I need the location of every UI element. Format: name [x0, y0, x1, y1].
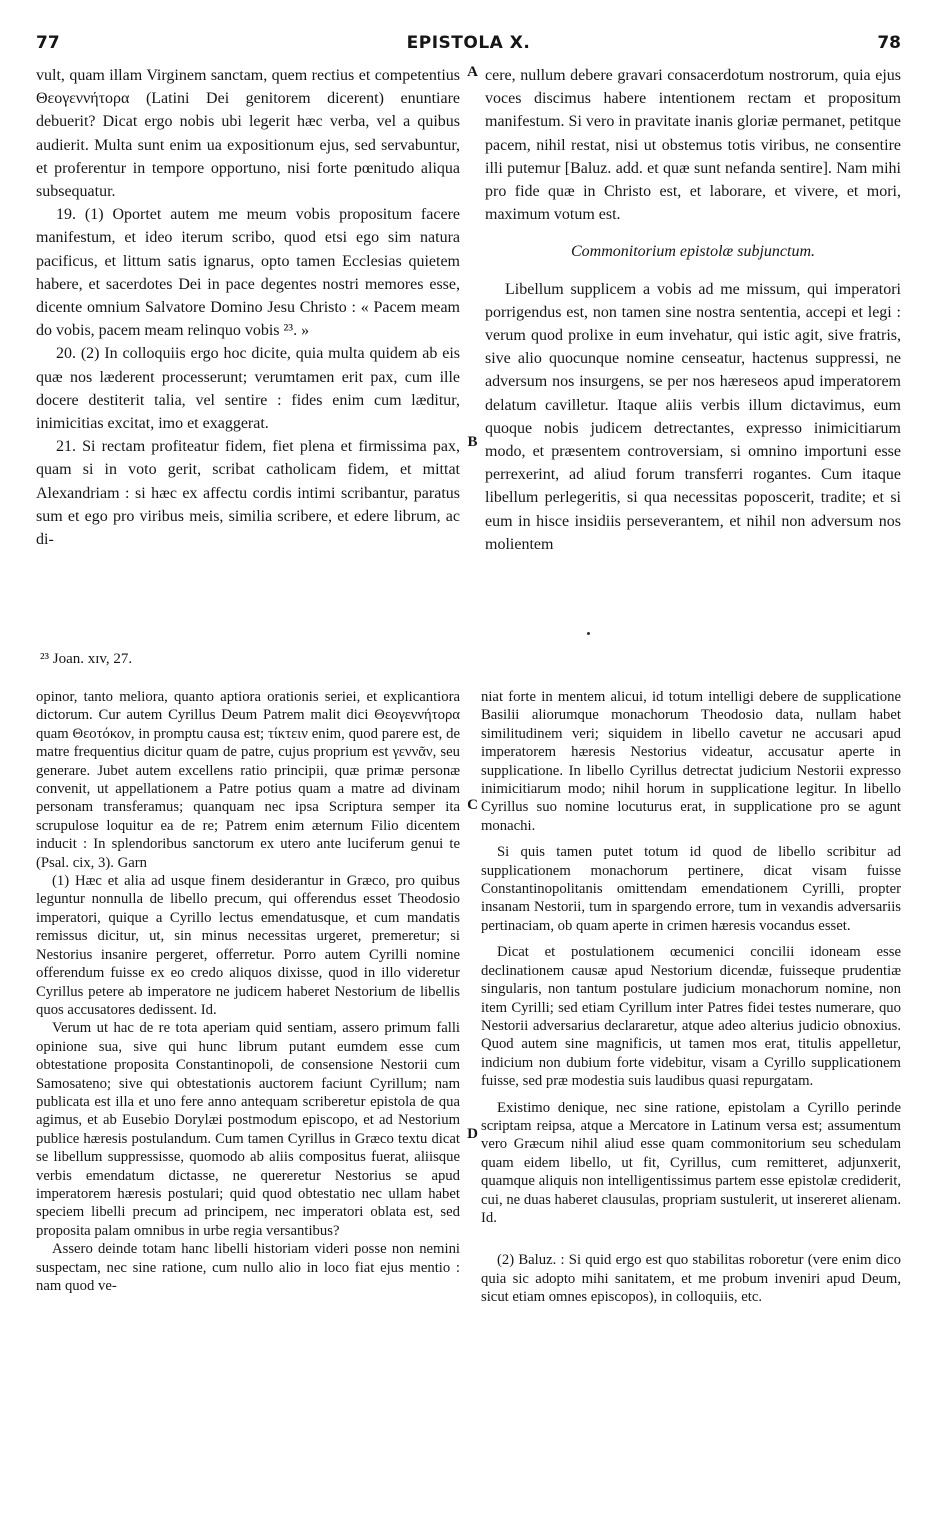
- footnote-divider: [36, 678, 901, 679]
- margin-marker-c: C: [467, 797, 478, 813]
- footnotes-right-column: [481, 688, 901, 1307]
- section-title-commonitorium: Commonitorium epistolæ subjunctum.: [570, 243, 815, 261]
- paragraph-continuation: vult, quam illam Virginem sanctam, quem rectius et competentius Θεογεννήτορα (Latini Dei genitorem dicerent) enuntiare debuerit? Dicat ergo nobis ubi legerit hæc verba, vel a quibus audierit. Multa sunt enim ua expositionum ejus, sed servabuntur, et proferentur in tempore opportuno, nisi forte pœnitudo aliqua subsequatur.: [36, 67, 460, 201]
- main-text-left-column: [36, 64, 460, 551]
- main-text-right-column: [485, 64, 901, 556]
- footnote-paragraph: Assero deinde totam hanc libelli historiam videri posse non nemini suspectam, nec sine ratione, cum nullo alio in loco fiat ejus mentio : nam quod ve-: [36, 1241, 460, 1294]
- page-header: [36, 33, 901, 59]
- footnote-2: (2) Baluz. : Si quid ergo est quo stabilitas roboretur (vere enim dico quia sic adopto mihi sanitatem, et me probum inveniri apud Deum, sicut etiam omnes episcopos), in colloquiis, etc.: [481, 1252, 901, 1306]
- running-title: EPISTOLA X.: [406, 33, 531, 53]
- decorative-dot: [587, 632, 590, 635]
- footnote-paragraph: opinor, tanto meliora, quanto aptiora orationis seriei, et explicantiora dictorum. Cur autem Cyrillus Deum Patrem malit dici Θεογεννήτορα quam Θεοτόκον, in promptu causa est; τίκτειν enim, quod parere est, de matre frequentius dicitur quam de patre, cujus proprium est γεννᾶν, seu generare. Jubet autem excellens ratio principii, quæ primæ personæ convenit, ut appellationem a Patre potius quam a matre ad divinam personam transferamus; quanquam nec ipsa Scriptura semper ita scrupulose loquitur ea de re; Patrem enim æternum Filio dicentem inducit : In splendoribus sanctorum ex utero ante luciferum genui te (Psal. cix, 3). Garn: [36, 689, 460, 871]
- footnotes-left-column: [36, 688, 460, 1295]
- margin-marker-a: A: [467, 64, 478, 80]
- paragraph-20: 20. (2) In colloquiis ergo hoc dicite, quia multa quidem ab eis quæ nos læderent processerunt; verumtamen erit pax, cum ille docere destiterit talia, vel sentire : fides enim cum læditur, inimicitias excitat, imo et exaggerat.: [36, 345, 460, 433]
- footnote-paragraph: Si quis tamen putet totum id quod de libello scribitur ad supplicationem monachorum pertinere, dicat visam fuisse Constantinopolitanis omittendam emendationem Cyrilli, propter insanam Nestorii, tum in spargendo errore, tum in vexandis adversariis pertinaciam, ob quam aperte in crimen hæresis vocandus esset.: [481, 844, 901, 934]
- margin-marker-d: D: [467, 1126, 478, 1142]
- paragraph-19: 19. (1) Oportet autem me meum vobis propositum facere manifestum, et ideo iterum scribo, quod etsi ego sim natura pacificus, et littum satis ignarus, opto tamen Ecclesias quietem habere, et sacerdotes Dei in pace degentes nostri memores esse, dicente omnium Salvatore Domino Jesu Christo : « Pacem meam do vobis, pacem meam relinquo vobis ²³. »: [36, 206, 460, 340]
- footnote-1: (1) Hæc et alia ad usque finem desiderantur in Græco, pro quibus leguntur nonnulla de libello precum, qui offerendus esset Theodosio imperatori, quique a Cyrillo lectus emendatusque, et cum mandatis remissus dicitur, ut, sin minus necessitas urgeret, premeretur; si Nestorius insanire pergeret, offerretur. Porro autem Cyrilli nomine offerendum fuisse ex eo credo aliquos dixisse, quod in illo videretur Cyrillus petere ab imperatore ne judicem haberet Nestorium de libellis quos accusatores dedissent. Id.: [36, 873, 460, 1018]
- paragraph-commonitorium: Libellum supplicem a vobis ad me missum, qui imperatori porrigendus est, non tamen sine nostra sententia, accepi et legi : verum quod prolixe in eum invehatur, qui istic agit, sive fratris, sive alio quocunque nomine censeatur, hactenus suppressi, ne adversum nos insurgens, se per nos hæreseos apud imperatorem delatum cavilletur. Itaque aliis verbis illum dictavimus, eum quoque nobis judicem detrectantes, expresso inimicitiarum modo, et præsentem controversiam, si omnino importuni esse perrexerint, ad aliud forum transferri rogantes. Cum itaque libellum perlegeritis, si qua necessitas poposcerit, tradite; et si eum in hisce insidiis perseverantem, et nihil non adversum nos molientem: [485, 280, 901, 553]
- page-number-left: 77: [36, 33, 60, 53]
- footnote-paragraph: niat forte in mentem alicui, id totum intelligi debere de supplicatione Basilii aliorumque monachorum Theodosio data, nullam habet similitudinem veri; siquidem in libello cavetur ne accusari apud imperatorem hæresis Nestorius videatur, accusatur aperte in supplicatione. In libello Cyrillus detrectat judicium Nestorii expresso inimicitiarum modo; nihil horum in supplicatione legitur. In libello Cyrillus suo nomine locuturus erat, in supplicatione pro se agunt monachi.: [481, 689, 901, 834]
- paragraph-21: 21. Si rectam profiteatur fidem, fiet plena et firmissima pax, quam si in voto gerit, scribat catholicam fidem, et mittat Alexandriam : si hæc ex affectu cordis intimi scribantur, paratus sum et ego pro viribus meis, similia scribere, et edere librum, ac di-: [36, 438, 460, 549]
- paragraph-continuation-right: cere, nullum debere gravari consacerdotum nostrorum, quia ejus voces discimus habere intentionem rectam et propositum manifestum. Si vero in pravitate inanis gloriæ permanet, petitque pacem, nihil restat, nisi ut obstemus totis viribus, ne consentire illi putemur [Baluz. add. et quæ sunt nefanda sentire]. Nam mihi pro fide quæ in Christo est, et laborare, et vivere, et mori, maximum votum est.: [485, 67, 901, 224]
- footnote-paragraph: Existimo denique, nec sine ratione, epistolam a Cyrillo perinde scriptam reipsa, atque a Mercatore in Latinum versa est; assumentum vero Græcum nihil aliud esse quam commonitorium seu schedulam quam eidem libello, ut fit, Cyrillus, cum remitteret, adjunxerit, quamque aliquis non intelligentissimus partem esse epistolæ crediderit, cui, ne duas haberet clausulas, propriam sustulerit, ut insereret alienam. Id.: [481, 1099, 901, 1226]
- footnote-paragraph: Dicat et postulationem œcumenici concilii idoneam esse declinationem causæ apud Nestorium dicendæ, fuisseque prudentiæ singularis, non tantum postulare judicium monachorum nomine, non item Cyrilli; sed etiam Cyrillum inter Patres fidei testes numerare, quo Nestorii adversarius declararetur, atque adeo alterius judicio obnoxius. Quod autem sine magnificis, ut tamen mos erat, titulis appelletur, indicium non dubium forte videbitur, visam a Cyrillo supplicationem fuisse, sed præ modestia suis laudibus quasi repurgatam.: [481, 944, 901, 1090]
- footnote-paragraph: Verum ut hac de re tota aperiam quid sentiam, assero primum falli opinione sua, sive qui hunc librum putant eumdem esse cum obtestatione proposita Constantinopoli, de consensione Nestorii cum Samosateno; sive qui obtestationis auctorem faciunt Cyrillum; nam publicata est illa et uno fere anno antequam scriberetur epistola de qua agimus, et ab Eusebio Dorylæi postmodum episcopo, et ad Nestorium publice hæresis postulandum. Cum tamen Cyrillus in Græco textu dicat se libellum suppressisse, quomodo ab aliis compositus fuerat, aliisque verbis emendatum dictasse, ne quereretur Nestorius se apud imperatorem hæresis postulari; quid quod obtestatio nec ullam habet speciem libelli precum ad principem, nec imperatori oblata est, sed proposita palam omnibus in urbe regia versantibus?: [36, 1020, 460, 1239]
- scripture-reference: ²³ Joan. xɪv, 27.: [40, 651, 133, 667]
- page-number-right: 78: [877, 33, 901, 53]
- margin-marker-b: B: [467, 434, 478, 450]
